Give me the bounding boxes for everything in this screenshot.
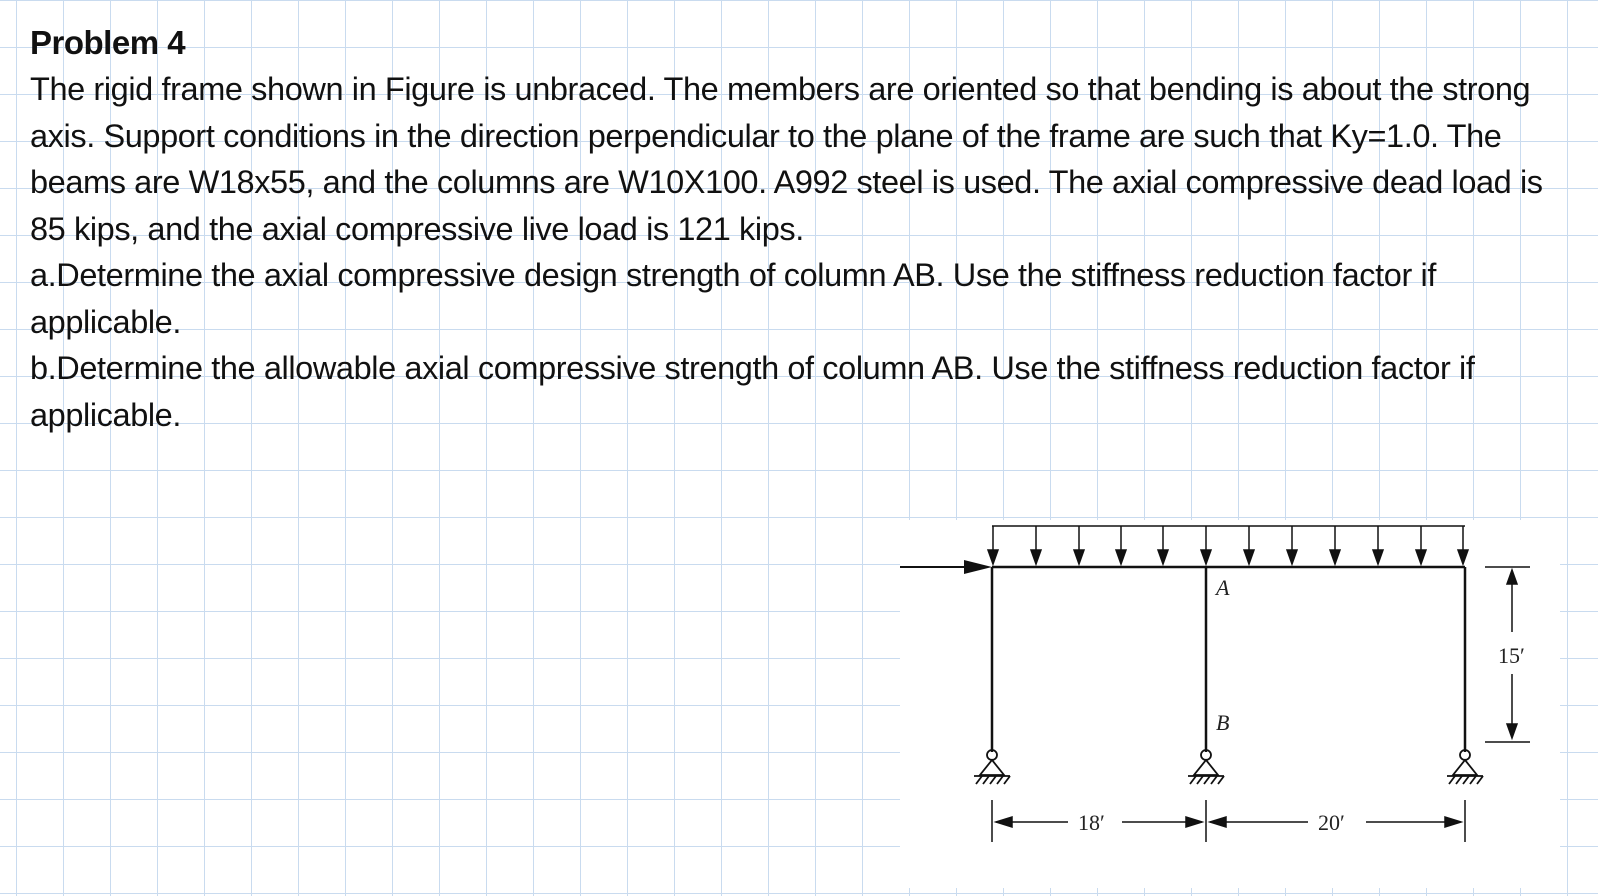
part-b-question: b.Determine the allowable axial compressive strength of column AB. Use the stiffness reduction factor if applicable. [30, 350, 1475, 433]
label-a: A [1216, 575, 1230, 600]
pin-support-right [1447, 750, 1483, 784]
lateral-load-arrow [900, 560, 992, 574]
frame-figure [900, 520, 1560, 888]
pin-support-left [974, 750, 1010, 784]
problem-title: Problem 4 [30, 24, 186, 61]
problem-statement: The rigid frame shown in Figure is unbraced. The members are oriented so that bending is about the strong axis. Support conditions in the direction perpendicular to the plane of the frame are such that Ky=1.0. The beams are W18x55, and the columns are W10X100. A992 steel is used. The axial compressive dead load is 85 kips, and the axial compressive live load is 121 kips. [30, 71, 1543, 247]
span-right-label: 20′ [1318, 810, 1345, 835]
height-label: 15′ [1498, 643, 1525, 668]
problem-text-block [30, 20, 1550, 438]
pin-support-center [1188, 750, 1224, 784]
label-b: B [1216, 710, 1230, 735]
part-a-question: a.Determine the axial compressive design strength of column AB. Use the stiffness reduction factor if applicable. [30, 257, 1436, 340]
distributed-load-arrows [988, 526, 1468, 564]
span-dimensions [992, 800, 1465, 842]
frame-diagram [900, 520, 1560, 888]
span-left-label: 18′ [1078, 810, 1105, 835]
